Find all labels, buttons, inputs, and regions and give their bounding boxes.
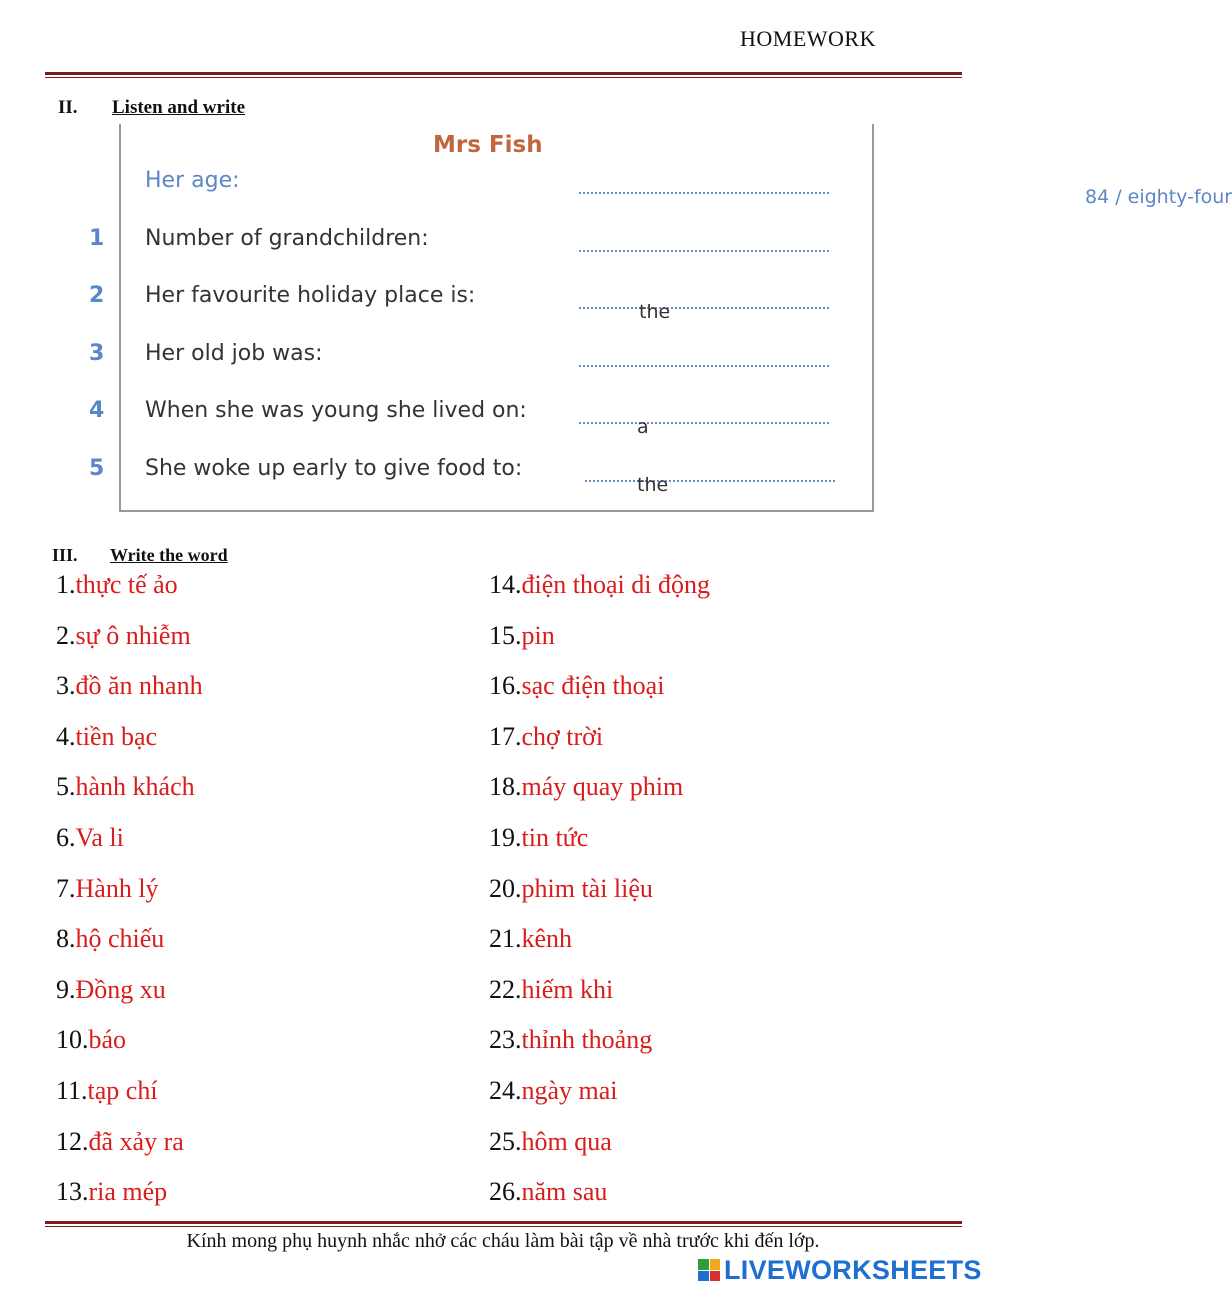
answer-word[interactable]: báo	[88, 1025, 127, 1055]
card-row-label: When she was young she lived on:	[145, 398, 527, 423]
item-number: 13.	[56, 1177, 89, 1207]
section-2-title: Listen and write	[112, 97, 245, 118]
list-item	[489, 617, 710, 668]
answer-word[interactable]: tiền bạc	[75, 721, 158, 751]
answer-word[interactable]: đồ ăn nhanh	[75, 671, 203, 701]
item-number: 10.	[56, 1025, 89, 1055]
card-row-example	[121, 168, 1232, 208]
list-item	[56, 1123, 203, 1174]
list-item	[489, 566, 710, 617]
list-item	[56, 617, 203, 668]
answer-word[interactable]: hộ chiếu	[75, 924, 165, 954]
card-row-5	[89, 456, 876, 496]
liveworksheets-brand[interactable]	[698, 1254, 982, 1286]
answer-word[interactable]: hành khách	[75, 772, 195, 802]
item-number: 20.	[489, 873, 522, 903]
item-number: 22.	[489, 974, 522, 1004]
answer-line[interactable]	[579, 416, 829, 438]
answer-word[interactable]: sự ô nhiễm	[75, 620, 191, 650]
answer-word[interactable]: phim tài liệu	[521, 873, 653, 903]
answer-word[interactable]: năm sau	[521, 1177, 608, 1207]
list-item	[56, 1173, 203, 1224]
word-list-right	[489, 566, 710, 1224]
list-item	[489, 1173, 710, 1224]
item-number: 23.	[489, 1025, 522, 1055]
answer-word[interactable]: hôm qua	[521, 1126, 612, 1156]
list-item	[56, 819, 203, 870]
list-item	[489, 768, 710, 819]
card-row-label: She woke up early to give food to:	[145, 456, 523, 481]
answer-word[interactable]: thỉnh thoảng	[521, 1025, 653, 1055]
answer-word[interactable]: điện thoại di động	[521, 570, 710, 599]
section-3-number: III.	[52, 545, 78, 565]
list-item	[489, 870, 710, 921]
item-number: 25.	[489, 1126, 522, 1156]
item-number: 16.	[489, 671, 522, 701]
answer-word[interactable]: hiếm khi	[521, 974, 614, 1004]
answer-text: the	[639, 301, 671, 323]
item-number: 15.	[489, 620, 522, 650]
item-number: 2.	[56, 620, 76, 650]
item-number: 12.	[56, 1126, 89, 1156]
item-number: 5.	[56, 772, 76, 802]
list-item	[56, 870, 203, 921]
item-number: 11.	[56, 1075, 88, 1105]
section-2-number: II.	[58, 97, 78, 118]
item-number: 26.	[489, 1177, 522, 1207]
list-item	[56, 920, 203, 971]
item-number: 9.	[56, 974, 76, 1004]
footer-note: Kính mong phụ huynh nhắc nhở các cháu làm bài tập về nhà trước khi đến lớp.	[186, 1230, 820, 1252]
answer-word[interactable]: kênh	[521, 924, 573, 954]
list-item	[489, 920, 710, 971]
liveworksheets-logo-icon	[698, 1259, 720, 1281]
item-number: 3.	[56, 671, 76, 701]
card-row-4	[89, 398, 876, 438]
item-number: 8.	[56, 924, 76, 954]
mrs-fish-card	[89, 124, 1232, 512]
list-item	[56, 566, 203, 617]
answer-word[interactable]: pin	[521, 620, 555, 650]
list-item	[56, 971, 203, 1022]
list-item	[56, 1072, 203, 1123]
answer-word[interactable]: Hành lý	[75, 873, 159, 903]
answer-word[interactable]: sạc điện thoại	[521, 671, 665, 701]
answer-line[interactable]	[579, 301, 829, 323]
row-number: 4	[89, 398, 105, 423]
row-number: 3	[89, 341, 105, 366]
row-number: 1	[89, 226, 105, 251]
list-item	[489, 819, 710, 870]
list-item	[489, 1123, 710, 1174]
answer-word[interactable]: đã xảy ra	[88, 1126, 184, 1156]
answer-line[interactable]	[579, 365, 829, 367]
list-item	[56, 768, 203, 819]
page-header-title: HOMEWORK	[740, 26, 876, 51]
card-row-label: Her old job was:	[145, 341, 323, 366]
answer-word[interactable]: thực tế ảo	[75, 570, 178, 599]
card-row-label: Her age:	[145, 168, 240, 193]
item-number: 17.	[489, 721, 522, 751]
footer-divider	[45, 1221, 962, 1227]
answer-word[interactable]: Đồng xu	[75, 974, 166, 1004]
list-item	[489, 971, 710, 1022]
row-number: 5	[89, 456, 105, 481]
item-number: 7.	[56, 873, 76, 903]
answer-word[interactable]: chợ trời	[521, 721, 604, 751]
answer-line[interactable]	[579, 186, 1232, 208]
item-number: 21.	[489, 924, 522, 954]
item-number: 19.	[489, 822, 522, 852]
item-number: 18.	[489, 772, 522, 802]
list-item	[56, 667, 203, 718]
list-item	[489, 1072, 710, 1123]
answer-line[interactable]	[585, 474, 835, 496]
answer-text: 84 / eighty-four	[1085, 186, 1232, 208]
list-item	[489, 1021, 710, 1072]
card-row-label: Number of grandchildren:	[145, 226, 429, 251]
answer-text: a	[637, 416, 649, 438]
answer-line[interactable]	[579, 250, 829, 252]
answer-word[interactable]: ria mép	[88, 1177, 168, 1207]
answer-word[interactable]: ngày mai	[521, 1075, 618, 1105]
answer-word[interactable]: tin tức	[521, 822, 589, 852]
list-item	[489, 718, 710, 769]
answer-word[interactable]: tạp chí	[87, 1075, 158, 1105]
list-item	[56, 718, 203, 769]
item-number: 1.	[56, 570, 76, 599]
row-number: 2	[89, 283, 105, 308]
header-divider	[45, 72, 962, 78]
brand-text: LIVEWORKSHEETS	[724, 1254, 982, 1285]
card-row-label: Her favourite holiday place is:	[145, 283, 476, 308]
item-number: 14.	[489, 570, 522, 599]
item-number: 6.	[56, 822, 76, 852]
list-item	[56, 1021, 203, 1072]
section-3-title: Write the word	[110, 545, 228, 565]
item-number: 4.	[56, 721, 76, 751]
list-item	[489, 667, 710, 718]
card-row-2	[89, 283, 876, 323]
answer-text: the	[637, 474, 669, 496]
word-list-left	[56, 566, 203, 1224]
card-row-1	[89, 226, 876, 266]
card-row-3	[89, 341, 876, 381]
answer-word[interactable]: máy quay phim	[521, 772, 684, 802]
answer-word[interactable]: Va li	[75, 822, 124, 852]
card-title: Mrs Fish	[433, 132, 543, 158]
item-number: 24.	[489, 1075, 522, 1105]
